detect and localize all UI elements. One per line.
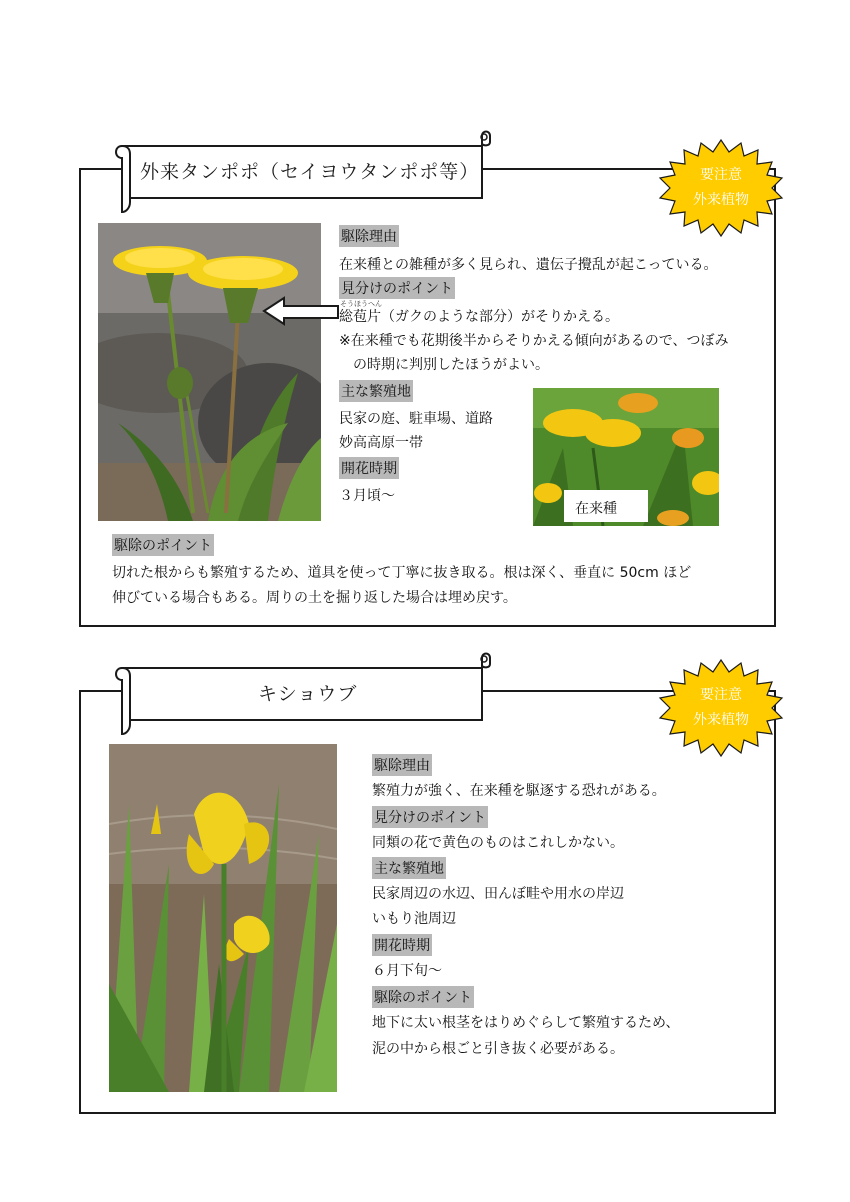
identify-text-1: 総苞片（ガクのような部分）がそりかえる。 (339, 309, 619, 325)
reason-text-1: 在来種との雑種が多く見られ、遺伝子攪乱が起こっている。 (339, 257, 718, 273)
label-habitat-2: 主な繁殖地 (372, 857, 446, 879)
habitat-text-2a: 民家周辺の水辺、田んぼ畦や用水の岸辺 (372, 886, 624, 902)
habitat-text-1b: 妙高高原一帯 (339, 435, 423, 451)
removal-text-1b: 伸びている場合もある。周りの土を掘り返した場合は埋め戻す。 (112, 590, 517, 606)
removal-text-2a: 地下に太い根茎をはりめぐらして繁殖するため、 (372, 1015, 680, 1031)
label-identify-2: 見分けのポイント (372, 806, 488, 828)
bloom-text-2: ６月下旬～ (372, 963, 442, 979)
identify-text-2: ※在来種でも花期後半からそりかえる傾向があるので、つぼみ (339, 333, 729, 349)
badge-1-text: 要注意 外来植物 (693, 167, 749, 208)
dandelion-title: 外来タンポポ（セイヨウタンポポ等） (140, 161, 480, 183)
habitat-text-1a: 民家の庭、駐車場、道路 (339, 411, 493, 427)
label-identify-1: 見分けのポイント (339, 277, 455, 299)
label-habitat-1: 主な繁殖地 (339, 380, 413, 402)
native-caption: 在来種 (575, 501, 617, 517)
reason-text-2: 繁殖力が強く、在来種を駆逐する恐れがある。 (372, 783, 666, 799)
label-reason-2: 駆除理由 (372, 754, 432, 776)
badge-2-text: 要注意 外来植物 (693, 687, 749, 728)
label-bloom-1: 開花時期 (339, 457, 399, 479)
identify-text-2: 同類の花で黄色のものはこれしかない。 (372, 835, 624, 851)
label-reason-1: 駆除理由 (339, 225, 399, 247)
removal-text-1a: 切れた根からも繁殖するため、道具を使って丁寧に抜き取る。根は深く、垂直に 50cm ほど (112, 565, 692, 581)
removal-text-2b: 泥の中から根ごと引き抜く必要がある。 (372, 1041, 624, 1057)
iris-photo (109, 744, 337, 1092)
native-dandelion-photo (533, 388, 719, 526)
identify-ruby: そうほうへん (340, 300, 382, 308)
label-bloom-2: 開花時期 (372, 934, 432, 956)
label-removal-2: 駆除のポイント (372, 986, 474, 1008)
kishoubu-title: キショウブ (258, 683, 358, 705)
habitat-text-2b: いもり池周辺 (372, 911, 456, 927)
identify-text-3: の時期に判別したほうがよい。 (353, 357, 549, 373)
arrow-icon (262, 294, 342, 330)
label-removal-1: 駆除のポイント (112, 534, 214, 556)
bloom-text-1: ３月頃～ (339, 488, 395, 504)
dandelion-photo (98, 223, 321, 521)
